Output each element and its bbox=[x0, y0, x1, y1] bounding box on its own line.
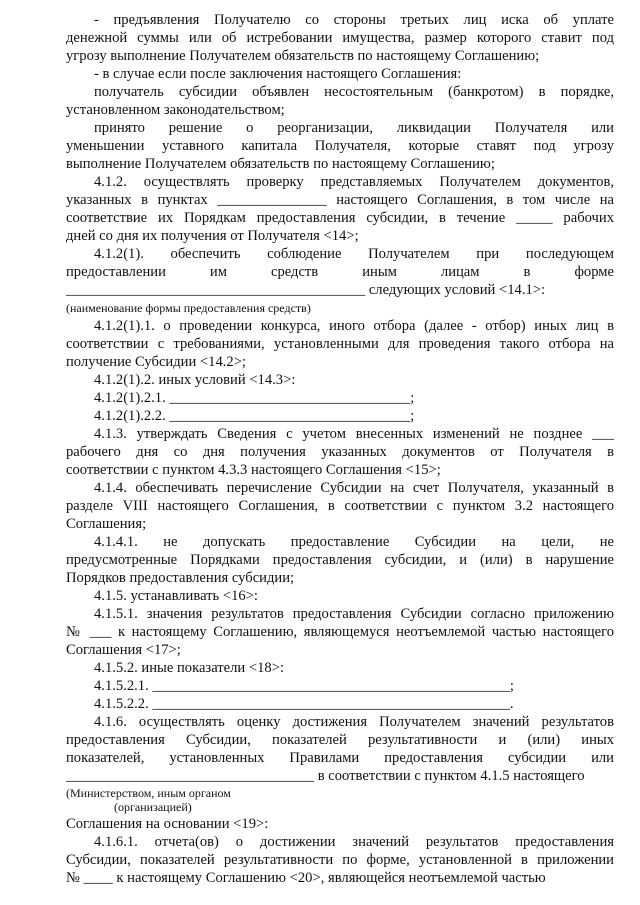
form-caption: (Министерством, иным органом bbox=[66, 786, 231, 800]
text-line: выполнение Получателем обязательств по настоящему Соглашению; bbox=[66, 156, 495, 172]
text-line: 4.1.2(1).1. о проведении конкурса, иного отбора (далее - отбор) иных лиц в bbox=[94, 318, 614, 334]
form-caption: (организацией) bbox=[114, 800, 192, 814]
text-line: Соглашения на основании <19>: bbox=[66, 816, 269, 832]
text-line: 4.1.5.2. иные показатели <18>: bbox=[94, 660, 285, 676]
text-line: Порядков предоставления субсидии; bbox=[66, 570, 295, 586]
text-line: 4.1.6. осуществлять оценку достижения Получателем значений результатов bbox=[94, 714, 614, 730]
text-line: Соглашения <17>; bbox=[66, 642, 181, 658]
text-line: 4.1.2. осуществлять проверку представляемых Получателем документов, bbox=[94, 174, 614, 190]
text-line: 4.1.5. устанавливать <16>: bbox=[94, 588, 258, 604]
text-line: 4.1.5.2.1. _________________________________________________; bbox=[94, 678, 514, 694]
text-line: указанных в пунктах _______________ настоящего Соглашения, в том числе на bbox=[66, 192, 614, 208]
text-line: получение Субсидии <14.2>; bbox=[66, 354, 246, 370]
form-caption: (наименование формы предоставления средств) bbox=[66, 301, 311, 315]
text-line: 4.1.2(1).2.2. _________________________________; bbox=[94, 408, 415, 424]
text-line: Соглашения; bbox=[66, 516, 147, 532]
text-line: соответствии с пунктом 4.3.3 настоящего Соглашения <15>; bbox=[66, 462, 441, 478]
text-line: 4.1.6.1. отчета(ов) о достижении значений результатов предоставления bbox=[94, 834, 614, 850]
text-line: 4.1.4.1. не допускать предоставление Субсидии на цели, не bbox=[94, 534, 614, 550]
document-page bbox=[66, 0, 614, 905]
text-line: получатель субсидии объявлен несостоятельным (банкротом) в порядке, bbox=[94, 84, 614, 100]
text-line: - в случае если после заключения настоящего Соглашения: bbox=[94, 66, 462, 82]
text-line: предусмотренные Порядками предоставления субсидии, и (или) в нарушение bbox=[66, 552, 614, 568]
text-line: 4.1.4. обеспечивать перечисление Субсидии на счет Получателя, указанный в bbox=[94, 480, 614, 496]
text-line: предоставления Субсидии, показателей результативности и (или) иных bbox=[66, 732, 614, 748]
text-line: № ____ к настоящему Соглашению <20>, являющейся неотъемлемой частью bbox=[66, 870, 546, 886]
text-line: 4.1.2(1).2. иных условий <14.3>: bbox=[94, 372, 296, 388]
text-line: - предъявления Получателю со стороны третьих лиц иска об уплате bbox=[94, 12, 614, 28]
text-line: соответствии с требованиями, установленными для проведения такого отбора на bbox=[66, 336, 614, 352]
text-line: уменьшении уставного капитала Получателя, которые ставят под угрозу bbox=[66, 138, 614, 154]
text-line: рабочего дня со дня получения указанных документов от Получателя в bbox=[66, 444, 614, 460]
text-line: Субсидии, показателей результативности по форме, установленной в приложении bbox=[66, 852, 614, 868]
text-line: показателей, установленных Правилами предоставления субсидии или bbox=[66, 750, 614, 766]
text-line: 4.1.5.1. значения результатов предоставления Субсидии согласно приложению bbox=[94, 606, 614, 622]
text-line: _________________________________________ следующих условий <14.1>: bbox=[66, 282, 546, 298]
text-line: установленном законодательством; bbox=[66, 102, 285, 118]
text-line: угрозу выполнение Получателем обязательств по настоящему Соглашению; bbox=[66, 48, 540, 64]
text-line: дней со дня их получения от Получателя <14>; bbox=[66, 228, 359, 244]
text-line: 4.1.3. утверждать Сведения с учетом внесенных изменений не позднее ___ bbox=[94, 426, 614, 442]
text-line: принято решение о реорганизации, ликвидации Получателя или bbox=[94, 120, 614, 136]
text-line: __________________________________ в соответствии с пунктом 4.1.5 настоящего bbox=[66, 768, 585, 784]
text-line: 4.1.2(1). обеспечить соблюдение Получателем при последующем bbox=[94, 246, 614, 262]
text-line: разделе VIII настоящего Соглашения, в соответствии с пунктом 3.2 настоящего bbox=[66, 498, 614, 514]
text-line: денежной суммы или об истребовании имущества, размер которого ставит под bbox=[66, 30, 614, 46]
text-line: соответствие их Порядкам предоставления субсидии, в течение _____ рабочих bbox=[66, 210, 614, 226]
text-line: 4.1.5.2.2. _________________________________________________. bbox=[94, 696, 514, 712]
text-line: № ___ к настоящему Соглашению, являющемуся неотъемлемой частью настоящего bbox=[66, 624, 614, 640]
text-line: предоставлении им средств иным лицам в форме bbox=[66, 264, 614, 280]
text-line: 4.1.2(1).2.1. _________________________________; bbox=[94, 390, 415, 406]
